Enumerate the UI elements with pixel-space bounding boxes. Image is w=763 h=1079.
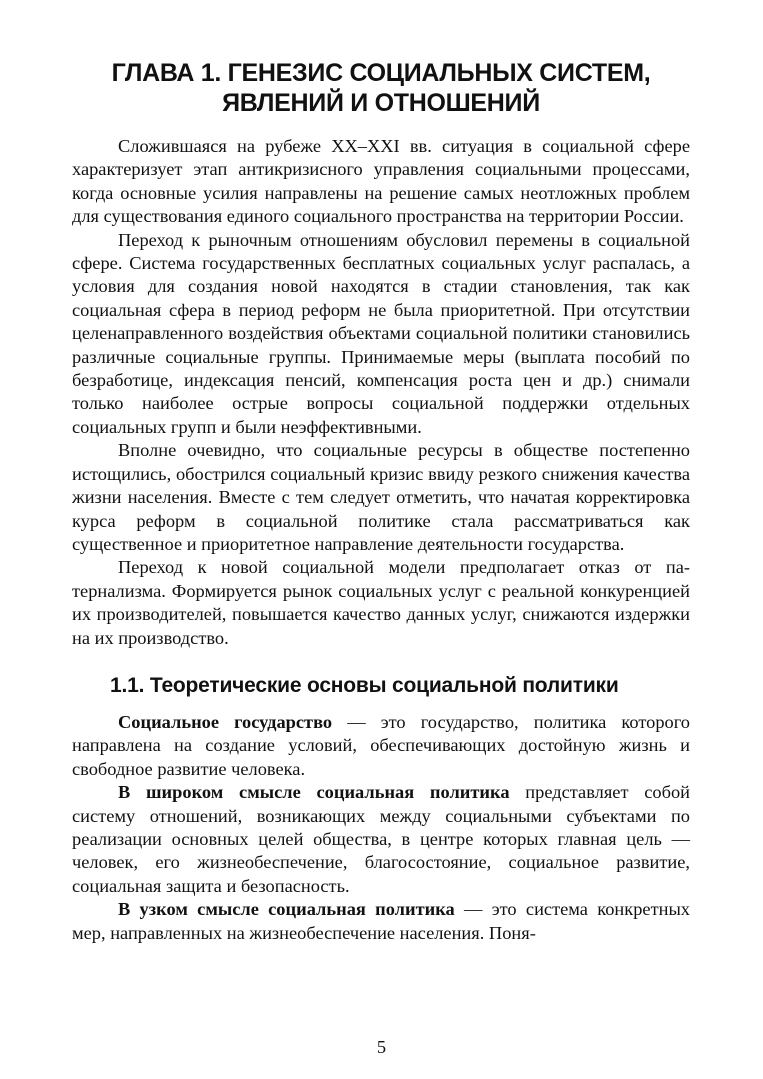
paragraph-market-transition: Переход к рыночным отношениям обусловил перемены в социальной сфере. Система государственных бесплатных социальных услуг распалась, а условия для создания новой находятся в стадии становления, так как социальная сфера в период реформ не была приоритетной. При отсутствии целенаправленного воздействия объектами социальной политики становились различные социальные группы. Принимаемые меры (выплата пособий по безработице, индексация пенсий, компенсация роста цен и др.) снимали только наиболее острые вопросы социальной поддержки отдельных социальных групп и были неэффективными.	[72, 229, 690, 437]
paragraph-new-social-model: Переход к новой социальной модели предполагает отказ от патернализма. Формируется рынок социальных услуг с реальной конкуренцией их производителей, повышается качество данных услуг, снижаются издержки на их производство.	[72, 557, 690, 648]
definition-narrow-social-policy	[72, 898, 690, 945]
paragraph-crisis-management: Сложившаяся на рубеже XX–XXI вв. ситуация в социальной сфере характеризует этап антикризисного управления социальными процессами, когда основные усилия направлены на решение самых неотложных проблем для существования единого социального пространства на территории России.	[72, 136, 690, 227]
definition-term: В узком смысле социальная политика	[118, 899, 455, 920]
chapter-title-line-1: ГЛАВА 1. ГЕНЕЗИС СОЦИАЛЬНЫХ СИСТЕМ,	[111, 59, 651, 87]
page-number: 5	[376, 1037, 387, 1057]
definition-text: — это система конкретных мер, направленных на жизнеобеспечение населения. Поня-	[72, 899, 690, 943]
paragraph-social-resources: Вполне очевидно, что социальные ресурсы в обществе постепенно истощились, обострился социальный кризис ввиду резкого снижения качества жизни населения. Вместе с тем следует отметить, что начатая корректировка курса реформ в социальной политике стала рассматриваться как существенное и приоритетное направление деятельности государства.	[72, 440, 690, 554]
chapter-title-line-2: ЯВЛЕНИЙ И ОТНОШЕНИЙ	[222, 89, 540, 117]
definition-social-state	[72, 711, 690, 781]
definition-text: — это государство, политика которого направлена на создание условий, обеспечивающих достойную жизнь и свободное развитие человека.	[72, 711, 690, 779]
definition-term: В широком смысле социальная политика	[118, 782, 510, 803]
definition-text: представляет собой систему отношений, возникающих между социальными субъектами по реализации основных целей общества, в центре которых главная цель — человек, его жизнеобеспечение, благосостояние, социальное развитие, социальная защита и безопасность.	[72, 782, 690, 896]
book-page	[72, 48, 690, 945]
chapter-title	[72, 58, 690, 118]
definition-term: Социальное государство	[118, 711, 333, 732]
section-title: 1.1. Теоретические основы социальной политики	[110, 673, 619, 697]
definition-broad-social-policy	[72, 781, 690, 898]
